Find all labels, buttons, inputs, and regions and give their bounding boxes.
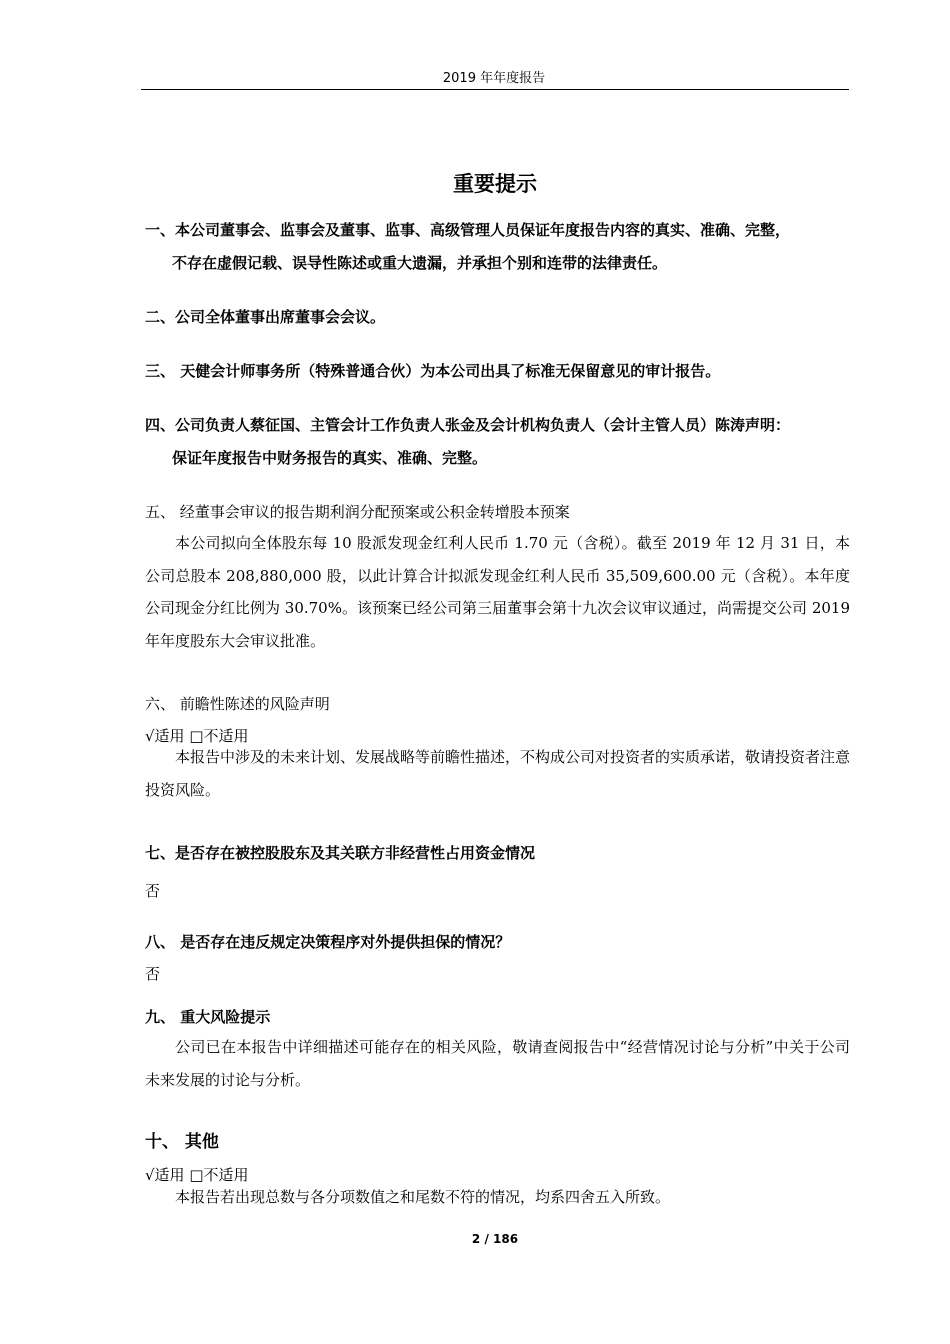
section-10-applicability: √适用 □不适用: [145, 1166, 249, 1184]
section-5-body: 本公司拟向全体股东每 10 股派发现金红利人民币 1.70 元（含税）。截至 2019 年 12 月 31 日，本公司总股本 208,880,000 股，以此计算合计拟派发现金红利人民币 35,509,600.00 元（含税）。本年度公司现金分红比例为 30.70%。该预案已经公司第三届董事会第十九次会议审议通过，尚需提交公司 2019 年年度股东大会审议批准。: [145, 534, 850, 650]
page-number: 2 / 186: [471, 1232, 519, 1246]
section-9-body: 公司已在本报告中详细描述可能存在的相关风险，敬请查阅报告中“经营情况讨论与分析”中关于公司未来发展的讨论与分析。: [145, 1038, 850, 1089]
section-5-heading: 五、 经董事会审议的报告期利润分配预案或公积金转增股本预案: [145, 503, 570, 521]
header-divider: [141, 89, 849, 90]
section-6-heading: 六、 前瞻性陈述的风险声明: [145, 695, 330, 713]
section-1-line-1: 一、本公司董事会、监事会及董事、监事、高级管理人员保证年度报告内容的真实、准确、完整，: [145, 221, 791, 239]
section-7-answer: 否: [145, 882, 161, 900]
page-title: 重要提示: [453, 171, 537, 196]
section-10-body: 本报告若出现总数与各分项数值之和尾数不符的情况，均系四舍五入所致。: [175, 1188, 671, 1206]
section-4-line-1: 四、公司负责人蔡征国、主管会计工作负责人张金及会计机构负责人（会计主管人员）陈涛声明：: [145, 416, 791, 434]
section-6-body: 本报告中涉及的未来计划、发展战略等前瞻性描述，不构成公司对投资者的实质承诺，敬请投资者注意投资风险。: [145, 748, 851, 799]
section-10-heading: 十、 其他: [145, 1132, 219, 1152]
section-1-line-2: 不存在虚假记载、误导性陈述或重大遗漏，并承担个别和连带的法律责任。: [172, 254, 668, 272]
section-7-heading: 七、是否存在被控股股东及其关联方非经营性占用资金情况: [145, 844, 536, 862]
page-header-title: 2019 年年度报告: [442, 71, 546, 86]
section-8-heading: 八、 是否存在违反规定决策程序对外提供担保的情况？: [145, 933, 511, 951]
section-2: 二、公司全体董事出席董事会会议。: [145, 308, 386, 326]
section-3: 三、 天健会计师事务所（特殊普通合伙）为本公司出具了标准无保留意见的审计报告。: [145, 362, 721, 380]
section-8-answer: 否: [145, 965, 161, 983]
section-4-line-2: 保证年度报告中财务报告的真实、准确、完整。: [172, 449, 488, 467]
section-6-applicability: √适用 □不适用: [145, 727, 249, 745]
section-9-heading: 九、 重大风险提示: [145, 1008, 271, 1026]
